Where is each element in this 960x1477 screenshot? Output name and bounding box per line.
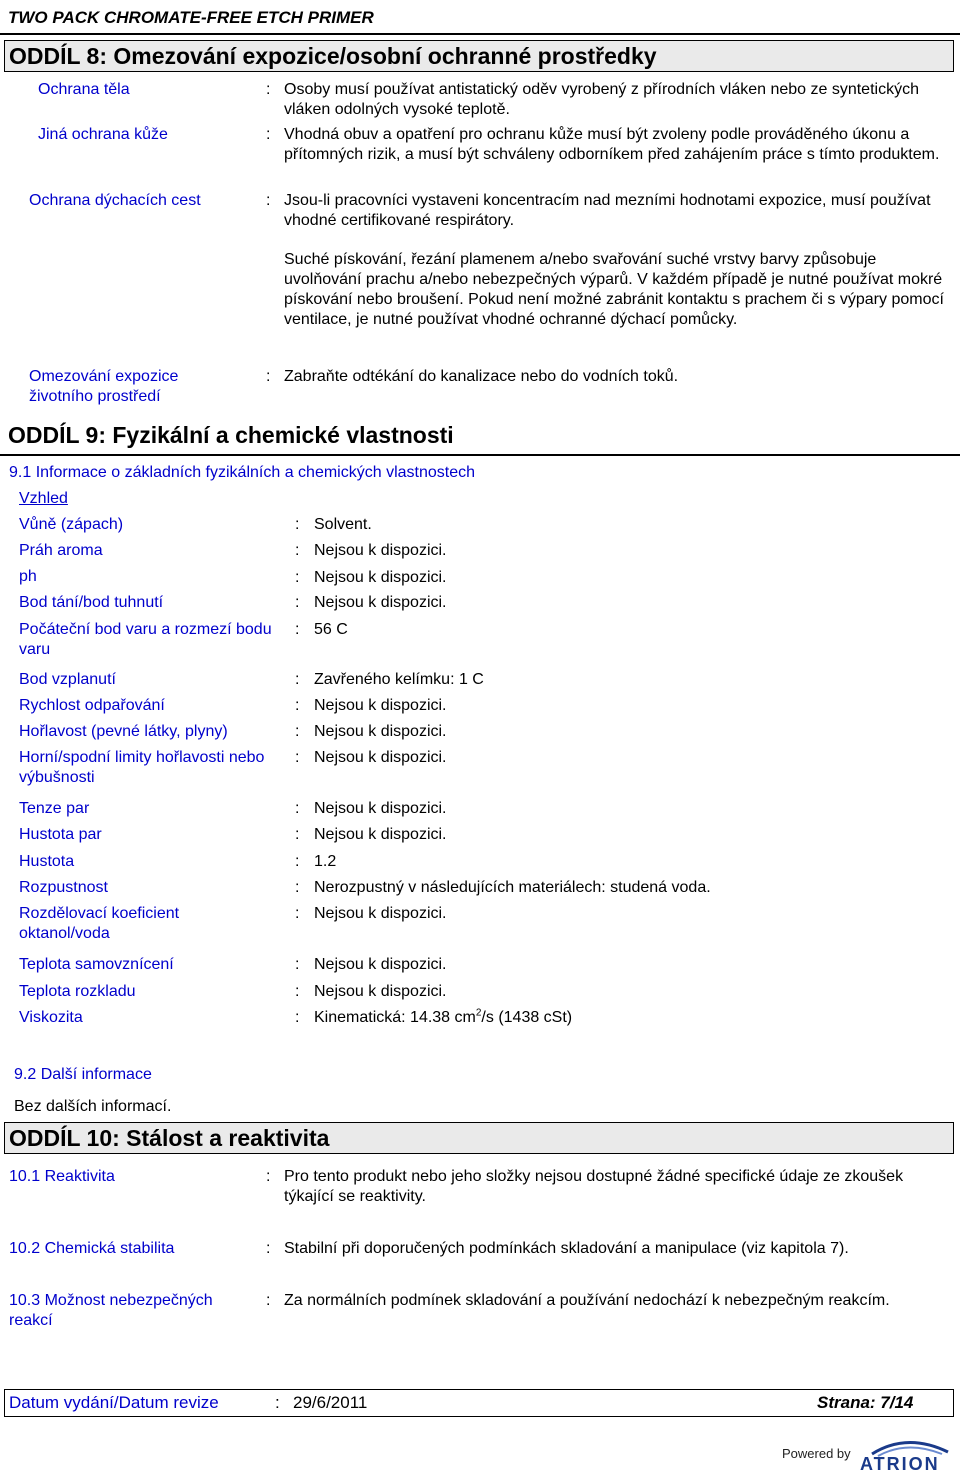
section-10-heading: ODDÍL 10: Stálost a reaktivita	[4, 1122, 954, 1154]
prop-label: Horní/spodní limity hořlavosti nebo výbušnosti	[19, 749, 265, 786]
colon: :	[266, 1240, 271, 1257]
value-environmental-exposure: Zabraňte odtékání do kanalizace nebo do vodních toků.	[284, 368, 679, 385]
atrion-brand-text: ATRION	[860, 1454, 940, 1474]
label-respiratory-protection: Ochrana dýchacích cest	[29, 192, 201, 209]
value-respiratory-protection: Jsou-li pracovníci vystaveni koncentracím nad mezními hodnotami expozice, musí používat vhodné certifikované respirátory.	[284, 192, 931, 229]
value-body-protection: Osoby musí používat antistatický oděv vyrobený z přírodních vláken nebo ze syntetických vláken odolných vysoké teplotě.	[284, 81, 919, 118]
colon: :	[295, 516, 300, 533]
prop-value: Nejsou k dispozici.	[314, 723, 447, 740]
prop-label: Rozpustnost	[19, 879, 108, 896]
colon: :	[295, 621, 300, 638]
powered-by-text: Powered by	[782, 1446, 851, 1461]
prop-value: Nerozpustný v následujících materiálech: studená voda.	[314, 879, 711, 896]
document-title: TWO PACK CHROMATE-FREE ETCH PRIMER	[8, 8, 374, 27]
prop-value: Nejsou k dispozici.	[314, 826, 447, 843]
colon: :	[295, 594, 300, 611]
prop-label: Hořlavost (pevné látky, plyny)	[19, 723, 228, 740]
colon: :	[295, 697, 300, 714]
prop-value: Nejsou k dispozici.	[314, 956, 447, 973]
label-environmental-exposure: Omezování expozice životního prostředí	[29, 368, 179, 405]
colon: :	[266, 1168, 271, 1185]
prop-value-viscosity: Kinematická: 14.38 $cm^2/s$ (1438 cSt)	[314, 1007, 573, 1026]
prop-label: ph	[19, 568, 37, 585]
atrion-logo	[782, 1438, 952, 1474]
value-hazardous-reactions: Za normálních podmínek skladování a používání nedochází k nebezpečným reakcím.	[284, 1292, 890, 1309]
prop-label: Rychlost odpařování	[19, 697, 165, 714]
colon: :	[266, 192, 271, 209]
prop-label: Vůně (zápach)	[19, 516, 124, 533]
colon: :	[295, 1009, 300, 1026]
colon: :	[266, 126, 271, 143]
prop-value: Nejsou k dispozici.	[314, 800, 447, 817]
label-body-protection: Ochrana těla	[38, 81, 130, 98]
prop-value: 1.2	[314, 853, 337, 870]
section-8-heading: ODDÍL 8: Omezování expozice/osobní ochranné prostředky	[4, 40, 954, 72]
colon: :	[295, 800, 300, 817]
colon: :	[295, 542, 300, 559]
prop-label: Viskozita	[19, 1009, 83, 1026]
label-skin-protection: Jiná ochrana kůže	[38, 126, 168, 143]
subsection-9-1: 9.1 Informace o základních fyzikálních a chemických vlastnostech	[9, 464, 475, 481]
appearance-heading: Vzhled	[19, 490, 68, 507]
prop-value: Nejsou k dispozici.	[314, 542, 447, 559]
colon: :	[266, 81, 271, 98]
colon: :	[295, 826, 300, 843]
colon: :	[266, 368, 271, 385]
colon: :	[295, 905, 300, 922]
prop-label: Práh aroma	[19, 542, 103, 559]
prop-label: Počáteční bod varu a rozmezí bodu varu	[19, 621, 272, 658]
prop-label: Bod tání/bod tuhnutí	[19, 594, 164, 611]
prop-value: Nejsou k dispozici.	[314, 749, 447, 766]
prop-value: Zavřeného kelímku: 1 C	[314, 671, 484, 688]
value-respiratory-note: Suché pískování, řezání plamenem a/nebo svařování suché vrstvy barvy způsobuje uvolňování prachu a/nebo nebezpečných výparů. V každém případě je nutné používat mokré pískování nebo broušení. Pokud není možné zabránit kontaktu s prachem či s výpary pomocí ventilace, je nutné používat vhodné ochranné dýchací pomůcky.	[284, 251, 944, 328]
prop-label: Teplota samovznícení	[19, 956, 174, 973]
footer-date-value: 29/6/2011	[293, 1393, 368, 1412]
subsection-9-2: 9.2 Další informace	[14, 1066, 152, 1083]
value-skin-protection: Vhodná obuv a opatření pro ochranu kůže musí být zvoleny podle prováděného úkonu a přítomných rizik, a musí být schváleny odborníkem před zahájením práce s tímto produktem.	[284, 126, 940, 163]
colon: :	[295, 853, 300, 870]
prop-label: Rozdělovací koeficient oktanol/voda	[19, 905, 180, 942]
prop-value: Solvent.	[314, 516, 372, 533]
prop-label: Hustota par	[19, 826, 102, 843]
label-hazardous-reactions: 10.3 Možnost nebezpečných reakcí	[9, 1292, 213, 1329]
prop-value: Nejsou k dispozici.	[314, 697, 447, 714]
colon: :	[295, 723, 300, 740]
section-9-heading: ODDÍL 9: Fyzikální a chemické vlastnosti	[8, 422, 454, 448]
colon: :	[295, 569, 300, 586]
value-chemical-stability: Stabilní při doporučených podmínkách skladování a manipulace (viz kapitola 7).	[284, 1240, 849, 1257]
colon: :	[295, 671, 300, 688]
colon: :	[295, 749, 300, 766]
prop-value: Nejsou k dispozici.	[314, 594, 447, 611]
colon: :	[295, 956, 300, 973]
value-reactivity: Pro tento produkt nebo jeho složky nejsou dostupné žádné specifické údaje ze zkoušek týkající se reaktivity.	[284, 1168, 904, 1205]
label-chemical-stability: 10.2 Chemická stabilita	[9, 1240, 175, 1257]
footer-date-label: Datum vydání/Datum revize	[9, 1393, 219, 1412]
prop-value: Nejsou k dispozici.	[314, 569, 447, 586]
prop-label: Bod vzplanutí	[19, 671, 116, 688]
prop-value: Nejsou k dispozici.	[314, 983, 447, 1000]
section-9-rule	[0, 454, 960, 456]
prop-label: Tenze par	[19, 800, 90, 817]
prop-label: Teplota rozkladu	[19, 983, 136, 1000]
prop-label: Hustota	[19, 853, 75, 870]
label-reactivity: 10.1 Reaktivita	[9, 1168, 115, 1185]
prop-value: 56 C	[314, 621, 348, 638]
colon: :	[295, 983, 300, 1000]
footer-colon: :	[275, 1393, 280, 1412]
footer-bar	[4, 1389, 954, 1417]
further-info-text: Bez dalších informací.	[14, 1098, 172, 1115]
prop-value: Nejsou k dispozici.	[314, 905, 447, 922]
header-rule	[0, 33, 960, 35]
colon: :	[295, 879, 300, 896]
colon: :	[266, 1292, 271, 1309]
footer-page-number: Strana: 7/14	[817, 1393, 914, 1412]
